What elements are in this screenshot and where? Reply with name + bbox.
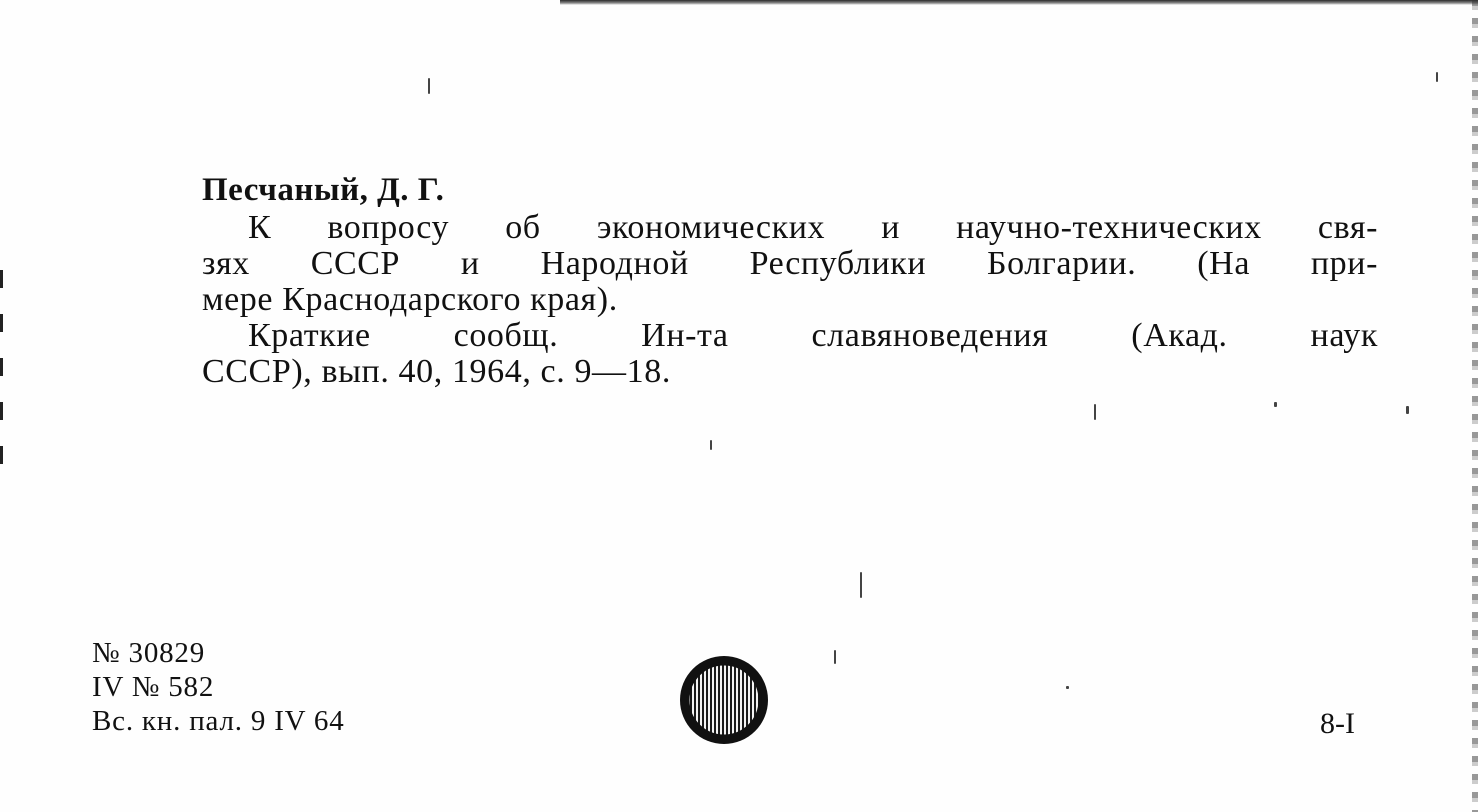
source-line-1: Краткие сообщ. Ин-та славяноведения (Акад. наук: [248, 317, 1378, 354]
registration-block: [92, 636, 345, 738]
sheet-number: IV № 582: [92, 671, 215, 703]
call-number: 8-I: [1320, 707, 1355, 740]
title-line-1: К вопросу об экономических и научно-технических свя-: [248, 209, 1378, 246]
dust-speck: [1066, 686, 1069, 689]
dust-speck: [834, 650, 836, 664]
registration-number: № 30829: [92, 637, 206, 669]
dust-speck: [860, 572, 862, 598]
dust-speck: [1406, 406, 1409, 414]
dust-speck: [1274, 402, 1277, 407]
chamber-registration: Вс. кн. пал. 9 IV 64: [92, 705, 345, 737]
author-name: Песчаный, Д. Г.: [202, 172, 445, 208]
title-line-3: мере Краснодарского края).: [202, 281, 618, 318]
source-line-2: СССР), вып. 40, 1964, с. 9—18.: [202, 353, 671, 390]
punched-hole-icon: [678, 654, 770, 746]
dust-speck: [1436, 72, 1438, 82]
scan-left-marks: [0, 270, 3, 490]
dust-speck: [1094, 404, 1096, 420]
dust-speck: [710, 440, 712, 450]
scan-right-edge: [1472, 0, 1478, 812]
bibliographic-entry: [202, 170, 1378, 390]
scan-top-edge: [560, 0, 1478, 5]
title-line-2: зях СССР и Народной Республики Болгарии. (На при-: [202, 245, 1378, 282]
dust-speck: [428, 78, 430, 94]
